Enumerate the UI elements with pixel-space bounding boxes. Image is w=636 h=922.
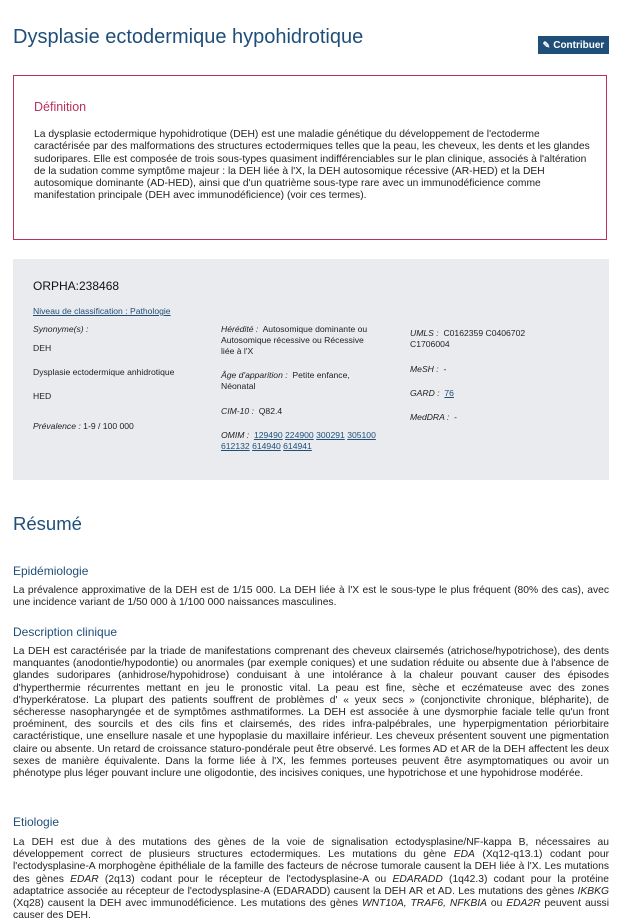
umls-row — [410, 328, 560, 350]
onset-value: Petite enfance, Néonatal — [221, 370, 350, 391]
gard-row — [410, 388, 454, 399]
omim-link[interactable]: 305100 — [347, 430, 376, 440]
omim-link[interactable]: 612132 — [221, 441, 250, 451]
onset-row — [221, 370, 371, 392]
page-title: Dysplasie ectodermique hypohidrotique — [13, 26, 364, 48]
contribute-button-label: Contribuer — [553, 39, 605, 51]
omim-row — [221, 430, 381, 452]
pencil-icon: ✎ — [542, 39, 551, 50]
umls-label: UMLS : — [410, 328, 439, 338]
resume-title: Résumé — [13, 513, 82, 534]
section-heading-etiology: Etiologie — [13, 815, 60, 829]
icd-value: Q82.4 — [258, 406, 283, 416]
mesh-label: MeSH : — [410, 364, 439, 374]
section-text-epidemiology: La prévalence approximative de la DEH est de 1/15 000. La DEH liée à l'X est le sous-type le plus fréquent (80% des cas), avec une incidence variant de 1/50 000 à 1/100 000 naissances masculines. — [13, 585, 609, 609]
omim-link[interactable]: 224900 — [285, 430, 314, 440]
section-heading-epidemiology: Epidémiologie — [13, 564, 89, 578]
prevalence-row — [33, 421, 134, 432]
heredity-value: Autosomique dominante ou Autosomique récessive ou Récessive liée à l'X — [221, 324, 368, 356]
umls-value: C0162359 C0406702 C1706004 — [410, 328, 526, 349]
definition-box — [13, 75, 607, 240]
mesh-value: - — [443, 364, 447, 374]
meddra-label: MedDRA : — [410, 412, 450, 422]
synonym-item: Dysplasie ectodermique anhidrotique — [33, 367, 175, 377]
section-heading-clinical: Description clinique — [13, 625, 118, 639]
gard-link[interactable]: 76 — [444, 388, 454, 398]
meddra-row — [410, 412, 457, 423]
orpha-code: ORPHA:238468 — [33, 279, 120, 293]
synonym-item: HED — [33, 391, 52, 401]
heredity-label: Hérédité : — [221, 324, 259, 334]
icd-label: CIM-10 : — [221, 406, 254, 416]
section-text-etiology: La DEH est due à des mutations des gènes de la voie de signalisation ectodysplasine/NF-kappa B, nécessaires au développement correct de plusieurs structures ectodermiques. Les mutations du gène EDA (Xq12-q13.1) codant pour l'ectodysplasine-A morphogène épithéliale de la famille des facteurs de nécrose tumorale causent la DEH liée à l'X. Les mutations des gènes EDAR (2q13) codant pour le récepteur de l'ectodysplasine-A ou EDARADD (1q42.3) codant pour la protéine adaptatrice associée au récepteur de l'ectodysplasine-A (EDARADD) causent la DEH AR et AD. Les mutations des gènes IKBKG (Xq28) causent la DEH avec immunodéficience. Les mutations des gènes WNT10A, TRAF6, NFKBIA ou EDA2R peuvent aussi causer des DEH. — [13, 837, 610, 922]
synonyms-label: Synonyme(s) : — [33, 324, 89, 334]
prevalence-label: Prévalence : — [33, 421, 81, 431]
omim-link[interactable]: 614940 — [252, 441, 281, 451]
heredity-row — [221, 324, 371, 357]
synonym-item: DEH — [33, 343, 52, 353]
omim-label: OMIM : — [221, 430, 250, 440]
definition-title: Définition — [34, 100, 87, 114]
mesh-row — [410, 364, 446, 375]
omim-link[interactable]: 300291 — [316, 430, 345, 440]
onset-label: Âge d'apparition : — [221, 370, 288, 380]
omim-link[interactable]: 129490 — [253, 430, 283, 440]
omim-link[interactable]: 614941 — [283, 441, 312, 451]
definition-text: La dysplasie ectodermique hypohidrotique (DEH) est une maladie génétique du développement de l'ectoderme caractérisée par des malformations des structures ectodermiques telles que la peau, les cheveux, les dents et les glandes sudoripares. Elle est composée de trois sous-types quasiment indifférenciables sur le plan clinique, associés à l'altération de la sudation comme symptôme majeur : la DEH liée à l'X, la DEH autosomique récessive (AR-HED) et la DEH autosomique dominante (AD-HED), ainsi que d'un quatrième sous-type rare avec un immunodéficience comme manifestation principale (DEH avec immunodéficience) (voir ces termes). — [34, 129, 590, 202]
meddra-value: - — [454, 412, 457, 422]
gard-label: GARD : — [410, 388, 440, 398]
contribute-button[interactable] — [538, 36, 609, 54]
classification-link[interactable]: Niveau de classification : Pathologie — [33, 306, 171, 316]
info-panel — [13, 259, 609, 480]
section-text-clinical: La DEH est caractérisée par la triade de manifestations comprenant des cheveux clairsemés (atrichose/hypotrichose), des dents manquantes (anodontie/hypodontie) ou anormales (par exemple coniques) et une sudation réduite ou absente due à l'absence de glandes sudoripares (anhidrose/hypohidrose) conduisant à une intolérance à la chaleur pouvant causer des épisodes d'hyperthermie récurrentes mettant en jeu le pronostic vital. La peau est fine, sèche et eczémateuse avec des zones d'hyperkératose. La plupart des patients souffrent de problèmes d' « yeux secs » (conjonctivite chronique, blépharite), de sécheresse nasopharyngée et de symptômes asthmatiformes. La DEH est associée à une dysmorphie faciale telle qu'un front proéminent, des sourcils et des cils fins et clairsemés, des rides infra-palpébrales, une hyperpigmentation périorbitaire caractéristique, une ensellure nasale et une hypoplasie du maxillaire inférieur. Les cheveux présentent souvent une pigmentation claire ou absente. Un retard de croissance staturo-pondérale peut être observé. Les formes AD et AR de la DEH affectent les deux sexes de manière équivalente. Dans la forme liée à l'X, les femmes porteuses peuvent être asymptomatiques ou avoir un phénotype plus léger pouvant inclure une oligodontie, des incisives coniques, une hypotrichose et une hypohidrose modérée. — [13, 646, 609, 780]
icd-row — [221, 406, 282, 417]
prevalence-value: 1-9 / 100 000 — [83, 421, 134, 431]
